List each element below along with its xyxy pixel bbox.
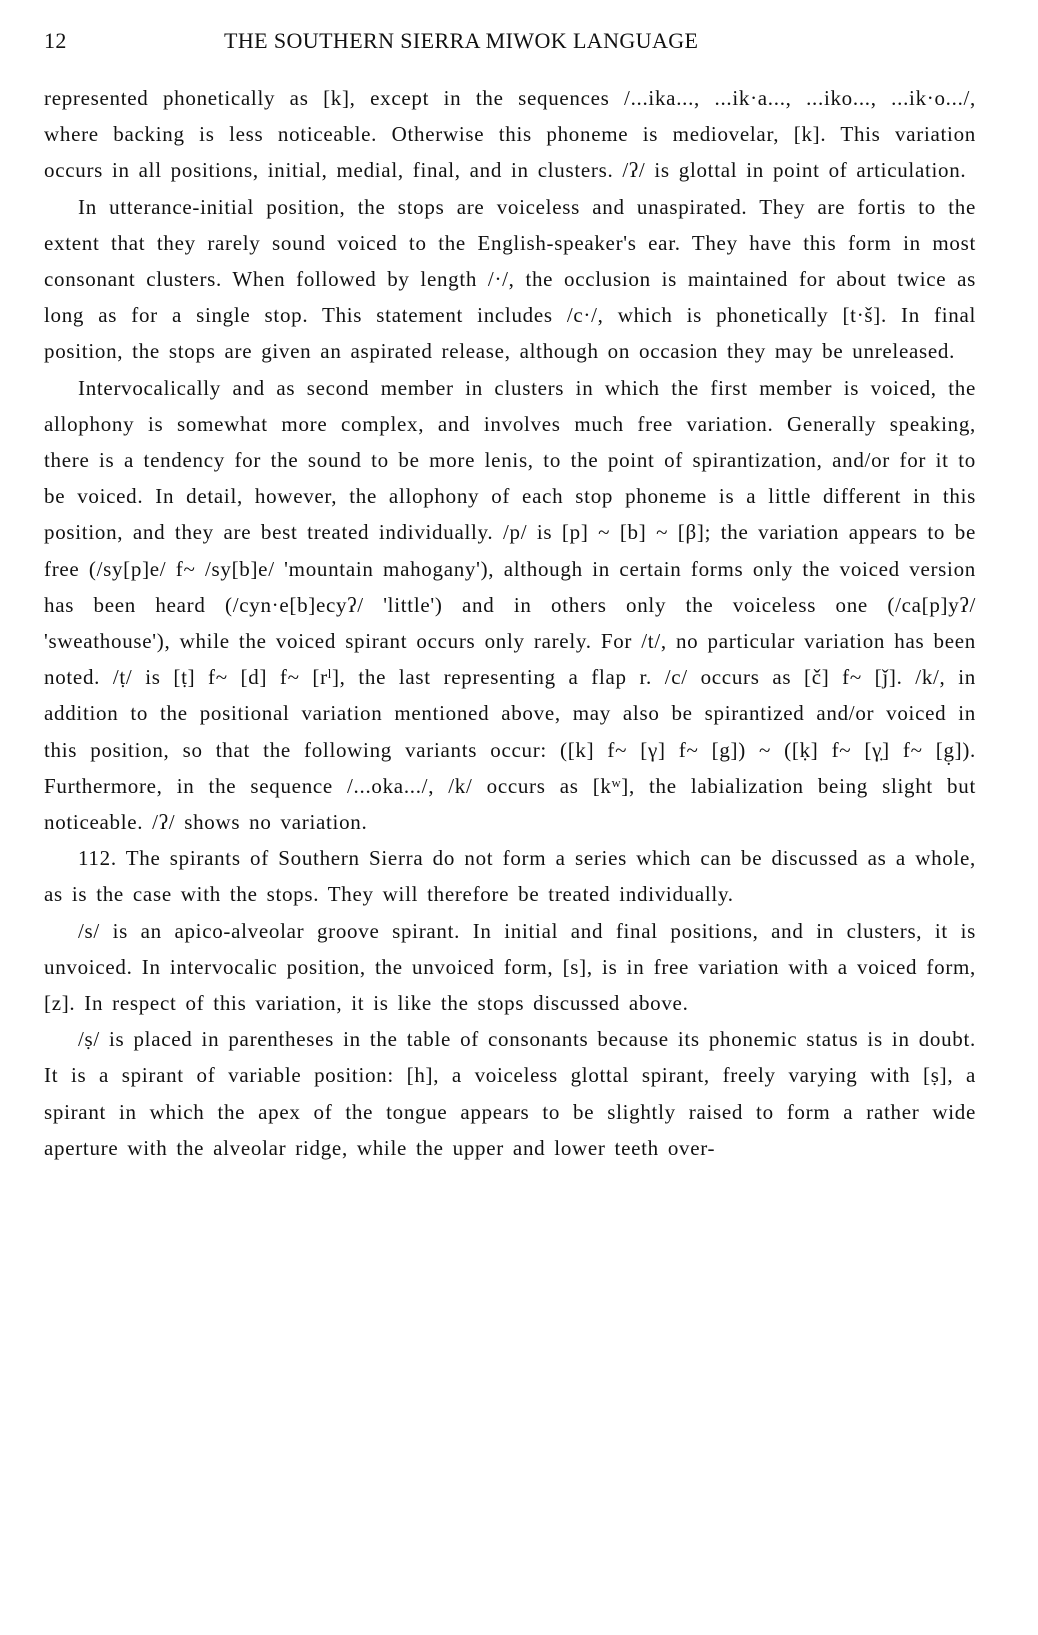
paragraph: Intervocalically and as second member in clusters in which the first member is voiced, the allophony is somewhat more complex, and involves much free variation. Generally speaking, there is a tendency for the sound to be more lenis, to the point of spirantization, and/or for it to be voiced. In detail, however, the allophony of each stop phoneme is a little different in this position, and they are best treated individually. /p/ is [p] ~ [b] ~ [β]; the variation appears to be free (/sy[p]e/ f~ /sy[b]e/ 'mountain mahogany'), although in certain forms only the voiced version has been heard (/cyn·e[b]ecyʔ/ 'little') and in others only the voiceless one (/ca[p]yʔ/ 'sweathouse'), while the voiced spirant occurs only rarely. For /t/, no particular variation has been noted. /ṭ/ is [ṭ] f~ [d] f~ [rˡ], the last representing a flap r. /c/ occurs as [č] f~ [ǰ]. /k/, in addition to the positional variation mentioned above, may also be spirantized and/or voiced in this position, so that the following variants occur: ([k] f~ [γ] f~ [g]) ~ ([ḳ] f~ [γ̣] f~ [g̣]). Furthermore, in the sequence /...oka.../, /k/ occurs as [kʷ], the labialization being slight but noticeable. /ʔ/ shows no variation. — [44, 375, 976, 835]
paragraph: 112. The spirants of Southern Sierra do not form a series which can be discussed as a whole, as is the case with the stops. They will therefore be treated individually. — [44, 846, 976, 907]
paragraph: represented phonetically as [k], except in the sequences /...ika..., ...ik·a..., ...iko..., ...ik·o.../, where backing is less noticeable. Otherwise this phoneme is mediovelar, [k]. This variation occurs in all positions, initial, medial, final, and in clusters. /ʔ/ is glottal in point of articulation. — [44, 86, 976, 183]
page-header — [44, 28, 976, 62]
paragraph: /s/ is an apico-alveolar groove spirant. In initial and final positions, and in clusters, it is unvoiced. In intervocalic position, the unvoiced form, [s], is in free variation with a voiced form, [z]. In respect of this variation, it is like the stops discussed above. — [44, 918, 976, 1016]
paragraph: /ṣ/ is placed in parentheses in the table of consonants because its phonemic status is in doubt. It is a spirant of variable position: [h], a voiceless glottal spirant, freely varying with [ṣ], a spirant in which the apex of the tongue appears to be slightly raised to form a rather wide aperture with the alveolar ridge, while the upper and lower teeth over- — [44, 1027, 976, 1160]
paragraph: In utterance-initial position, the stops are voiceless and unaspirated. They are fortis to the extent that they rarely sound voiced to the English-speaker's ear. They have this form in most consonant clusters. When followed by length /·/, the occlusion is maintained for about twice as long as for a single stop. This statement includes /c·/, which is phonetically [t·š]. In final position, the stops are given an aspirated release, although on occasion they may be unreleased. — [44, 194, 976, 364]
running-title: THE SOUTHERN SIERRA MIWOK LANGUAGE — [224, 28, 699, 53]
page-number: 12 — [44, 28, 67, 53]
body-text — [44, 80, 976, 1166]
